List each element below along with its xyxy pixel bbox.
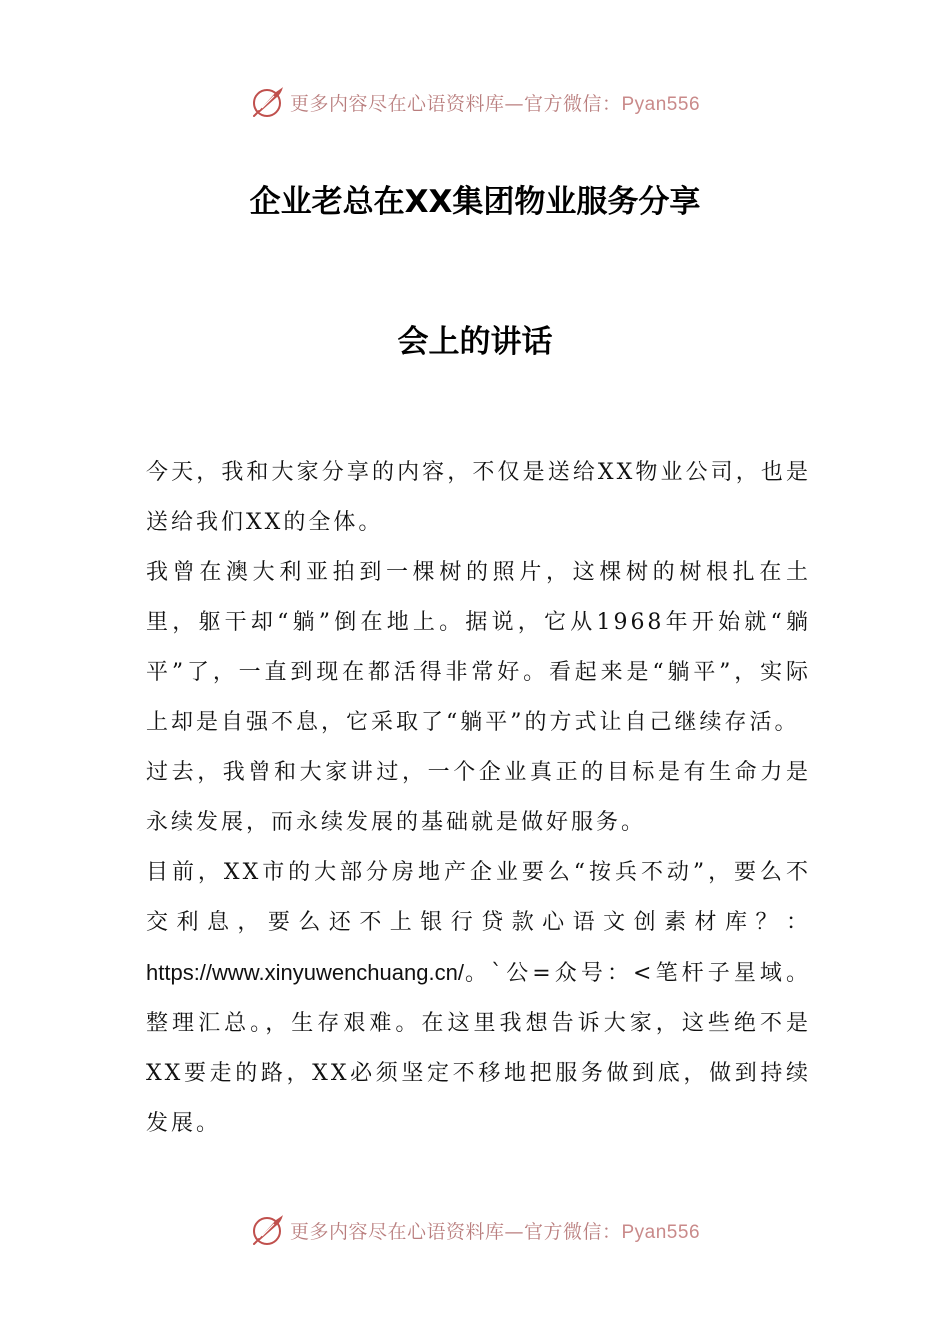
- header-banner-text: 更多内容尽在心语资料库—官方微信：Pyan556: [289, 92, 701, 115]
- paragraph-1: 今天，我和大家分享的内容，不仅是送给XX物业公司，也是送给我们XX的全体。: [146, 460, 811, 535]
- paragraph-4: [146, 848, 811, 1149]
- header-wechat-id: Pyan556: [621, 93, 701, 115]
- document-title-line2: 会上的讲话: [397, 324, 553, 360]
- document-body: [146, 448, 811, 1149]
- paragraph-4-text-b: 。`公=众号：<笔杆子星域。整理汇总。，生存艰难。在这里我想告诉大家，这些绝不是XX要走的路，XX必须坚定不移地把服务做到底，做到持续发展。: [146, 961, 811, 1136]
- paragraph-4-text-a: 目前，XX市的大部分房地产企业要么“按兵不动”，要么不交利息，要么还不上银行贷款心语文创素材库？：: [146, 860, 811, 935]
- quill-logo-icon: [250, 1212, 286, 1248]
- source-url-link[interactable]: https://www.xinyuwenchuang.cn/: [146, 960, 464, 985]
- footer-wechat-id: Pyan556: [621, 1221, 701, 1243]
- footer-banner: [0, 1210, 950, 1250]
- document-title-line1: 企业老总在XX集团物业服务分享: [249, 184, 701, 220]
- quill-logo-icon: [250, 84, 286, 120]
- paragraph-2: 我曾在澳大利亚拍到一棵树的照片，这棵树的树根扎在土里，躯干却“躺”倒在地上。据说，它从1968年开始就“躺平”了，一直到现在都活得非常好。看起来是“躺平”，实际上却是自强不息，它采取了“躺平”的方式让自己继续存活。: [146, 560, 811, 735]
- paragraph-3: 过去，我曾和大家讲过，一个企业真正的目标是有生命力是永续发展，而永续发展的基础就是做好服务。: [146, 760, 811, 835]
- header-banner: [0, 82, 950, 122]
- footer-banner-text: 更多内容尽在心语资料库—官方微信：Pyan556: [289, 1220, 701, 1243]
